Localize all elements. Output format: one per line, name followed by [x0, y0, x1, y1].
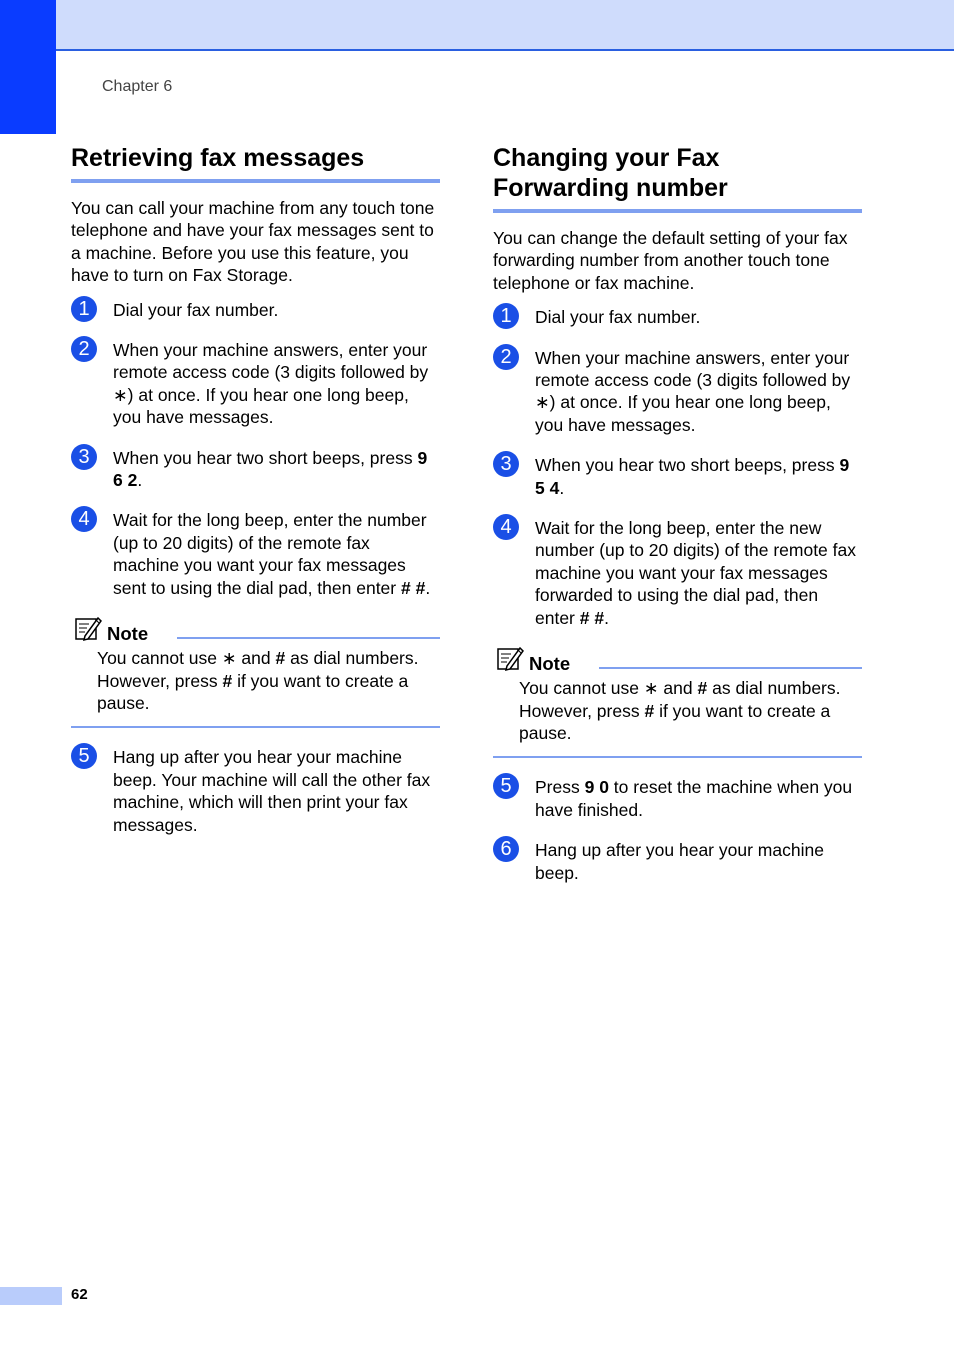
section-title-retrieving: Retrieving fax messages: [71, 143, 440, 183]
step-number-badge: 5: [493, 773, 519, 799]
intro-text: You can call your machine from any touch tone telephone and have your fax messages sent to a machine. Before you use this feature, you have to turn on Fax Storage.: [71, 198, 435, 286]
step-number-badge: 3: [71, 444, 97, 470]
step-5: [493, 776, 862, 821]
step-4: [493, 517, 862, 629]
note-title: Note: [529, 653, 571, 675]
note-rule: [599, 667, 862, 669]
step-text: Press: [535, 777, 585, 798]
hash-symbol: #: [275, 648, 286, 669]
step-number-badge: 4: [71, 506, 97, 532]
step-text: .: [137, 470, 143, 491]
star-symbol: ∗: [221, 648, 237, 669]
step-6: [493, 839, 862, 884]
step-number-badge: 1: [493, 303, 519, 329]
step-3: [71, 447, 440, 492]
intro-text: You can change the default setting of your fax forwarding number from another touch tone telephone or fax machine.: [493, 228, 848, 293]
step-1: [71, 299, 440, 321]
note-header: [71, 617, 440, 647]
chapter-tab: [0, 0, 56, 134]
step-text: When you hear two short beeps, press: [535, 455, 840, 476]
step-3: [493, 454, 862, 499]
note-title: Note: [107, 623, 149, 645]
step-text: ) at once. If you hear one long beep, you have messages.: [113, 384, 409, 428]
key-sequence: 9 0: [584, 777, 609, 798]
step-text: to reset the machine when you have finished.: [535, 777, 853, 820]
step-text: .: [559, 477, 565, 498]
step-text: Dial your fax number.: [113, 299, 279, 320]
star-symbol: ∗: [643, 678, 659, 699]
step-2: [71, 339, 440, 429]
hash-symbol: #: [697, 678, 708, 699]
step-text: Hang up after you hear your machine beep. Your machine will call the other fax machine, which will then print your fax messages.: [113, 747, 431, 835]
hash-symbol: #: [644, 700, 655, 721]
step-number-badge: 1: [71, 296, 97, 322]
step-number-badge: 2: [71, 336, 97, 362]
key-sequence: # #: [579, 607, 605, 628]
right-column: [493, 143, 862, 902]
step-number-badge: 2: [493, 344, 519, 370]
key-sequence: # #: [400, 577, 426, 598]
note-text: You cannot use ∗ and # as dial numbers. However, press # if you want to create a pause.: [519, 678, 841, 743]
step-number-badge: 4: [493, 514, 519, 540]
section-title-changing: Changing your Fax Forwarding number: [493, 143, 862, 213]
note-rule: [177, 637, 440, 639]
hash-symbol: #: [222, 670, 233, 691]
note-box: [71, 617, 440, 728]
star-symbol: ∗: [535, 392, 550, 413]
step-2: [493, 347, 862, 437]
step-text: When your machine answers, enter your remote access code (3 digits followed by: [113, 340, 429, 383]
step-1: [493, 306, 862, 328]
step-text: .: [425, 577, 431, 598]
page-number: 62: [71, 1286, 88, 1303]
note-box: [493, 647, 862, 758]
step-text: When your machine answers, enter your remote access code (3 digits followed by: [535, 347, 851, 391]
step-text: Wait for the long beep, enter the number (up to 20 digits) of the remote fax machine you want your fax messages sent to using the dial pad, then enter: [113, 510, 427, 598]
step-text: .: [604, 607, 609, 628]
step-number-badge: 3: [493, 451, 519, 477]
step-5: [71, 746, 440, 836]
chapter-label: Chapter 6: [102, 78, 173, 95]
step-text: Wait for the long beep, enter the new number (up to 20 digits) of the remote fax machine you want your fax messages forwarded to using the dial pad, then enter: [535, 518, 856, 628]
header-band: [0, 0, 954, 51]
step-number-badge: 5: [71, 743, 97, 769]
left-column: [71, 143, 440, 854]
note-text: You cannot use ∗ and # as dial numbers. However, press # if you want to create a pause.: [97, 648, 419, 713]
step-text: Dial your fax number.: [535, 307, 701, 328]
step-text: ) at once. If you hear one long beep, you have messages.: [535, 392, 831, 435]
note-header: [493, 647, 862, 677]
note-pencil-icon: [73, 614, 103, 642]
step-text: When you hear two short beeps, press: [113, 447, 418, 468]
star-symbol: ∗: [113, 384, 128, 405]
step-number-badge: 6: [493, 836, 519, 862]
footer-band: [0, 1287, 62, 1305]
key-sequence: 9 6 2: [113, 447, 428, 491]
key-sequence: 9 5 4: [535, 455, 850, 498]
note-pencil-icon: [495, 644, 525, 672]
step-4: [71, 509, 440, 599]
step-text: Hang up after you hear your machine beep.: [535, 840, 824, 883]
